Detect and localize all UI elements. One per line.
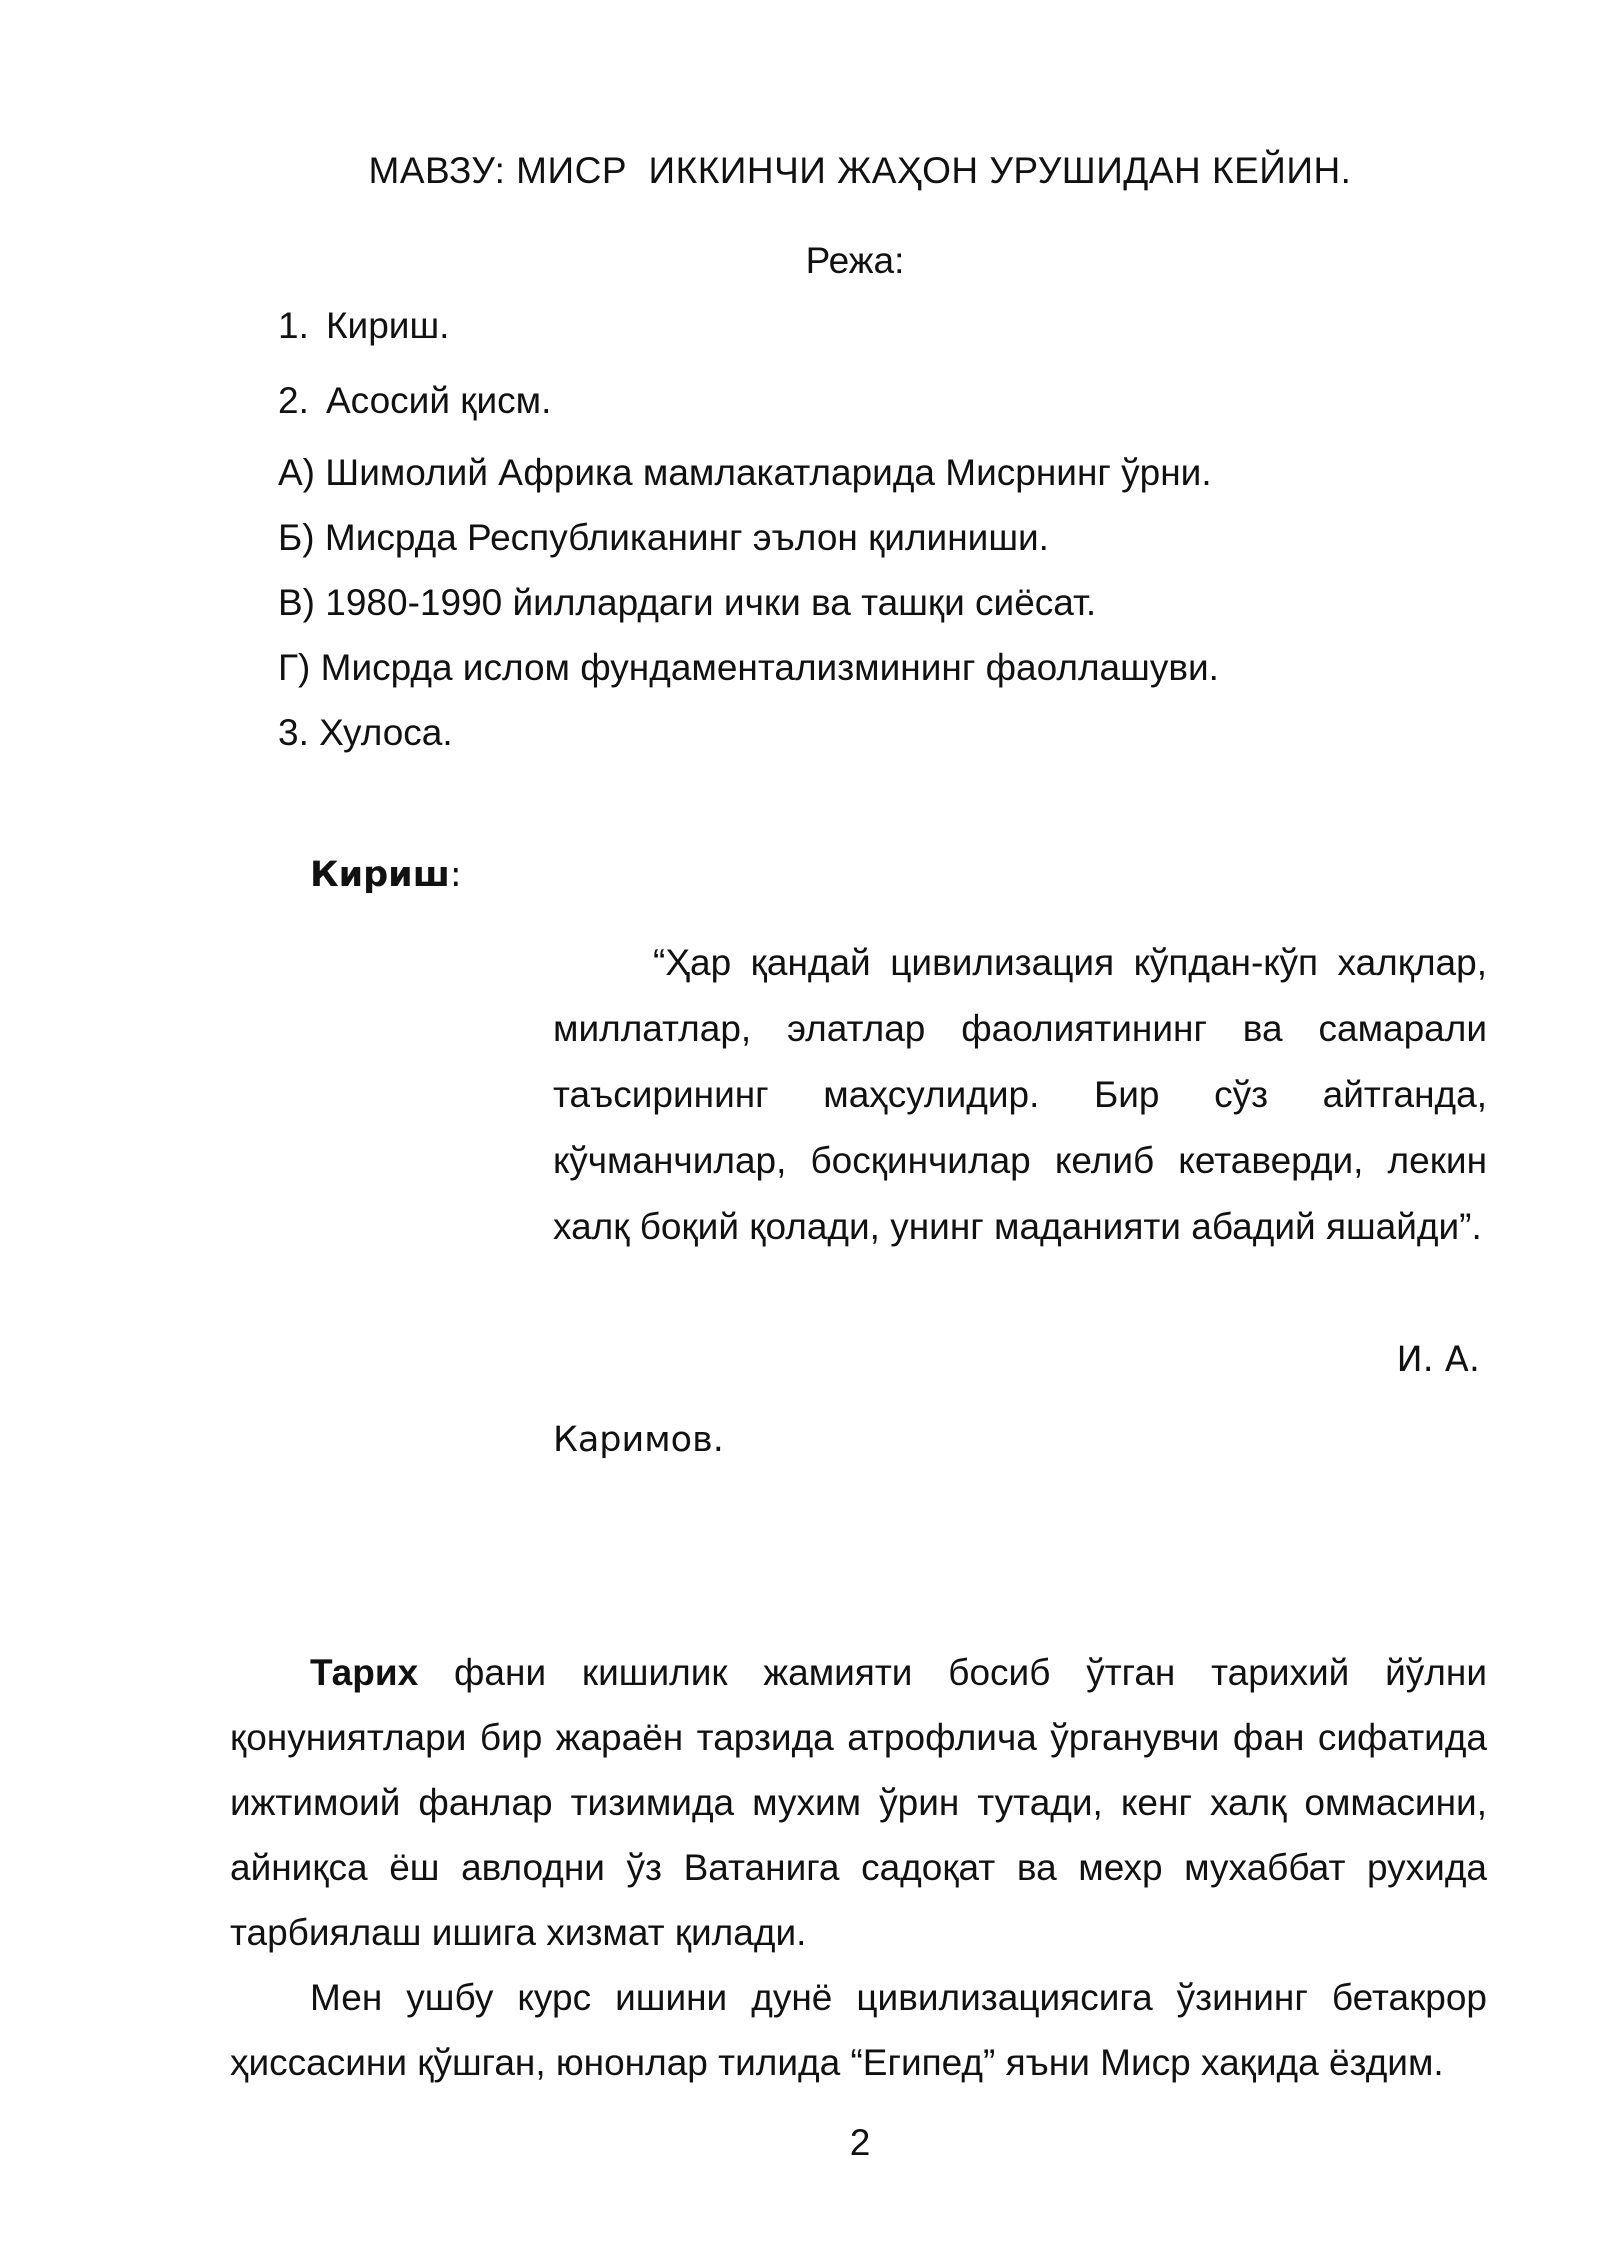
plan-item-number: 2. (278, 380, 309, 421)
quote-author-initials: И. А. (1396, 1340, 1480, 1380)
intro-heading (310, 855, 462, 895)
intro-heading-colon: : (449, 855, 462, 895)
plan-heading: Режа: (805, 240, 905, 281)
body-text (230, 1640, 1487, 2095)
paragraph (230, 1640, 1487, 1965)
epigraph-quote: “Ҳар қандай цивилизация кўпдан-кўп халқлар, миллатлар, элатлар фаолиятининг ва самарали таъсирининг маҳсулидир. Бир сўз айтганда, кўчманчилар, босқинчилар келиб кетаверди, лекин халқ боқий қолади, унинг маданияти абадий яшайди”. (553, 942, 1487, 1247)
plan-subitem: В) 1980-1990 йиллардаги ички ва ташқи сиёсат. (278, 582, 1097, 623)
plan-item (278, 380, 551, 422)
plan-item-number: 1. (278, 305, 309, 346)
plan-item-text: Кириш. (326, 305, 450, 346)
paragraph-bold-term: Тарих (310, 1652, 419, 1693)
plan-subitem: А) Шимолий Африка мамлакатларида Мисрнинг ўрни. (278, 452, 1212, 493)
plan-subitem: Г) Мисрда ислом фундаментализмининг фаоллашуви. (278, 647, 1219, 688)
plan-subitem: 3. Хулоса. (278, 712, 453, 753)
plan-item-text: Асосий қисм. (326, 380, 552, 421)
intro-heading-text: Кириш (310, 855, 450, 895)
plan-subitem: Б) Мисрда Республиканинг эълон қилиниши. (278, 517, 1049, 558)
page-number: 2 (849, 2122, 871, 2163)
quote-author-surname: Каримов. (553, 1420, 724, 1460)
paragraph-text: фани кишилик жамияти босиб ўтган тарихий йўлни қонуниятлари бир жараён тарзида атрофлича ўрганувчи фан сифатида ижтимоий фанлар тизимида мухим ўрин тутади, кенг халқ оммасини, айниқса ёш авлодни ўз Ватанига садоқат ва мехр мухаббат рухида тарбиялаш ишига хизмат қилади. (230, 1652, 1487, 1953)
paragraph: Мен ушбу курс ишини дунё цивилизациясига ўзининг бетакрор ҳиссасини қўшган, юнонлар тилида “Египед” яъни Миср хақида ёздим. (230, 1977, 1487, 2083)
document-title: МАВЗУ: МИСР ИККИНЧИ ЖАҲОН УРУШИДАН КЕЙИН. (368, 150, 1352, 191)
plan-item (278, 305, 449, 347)
